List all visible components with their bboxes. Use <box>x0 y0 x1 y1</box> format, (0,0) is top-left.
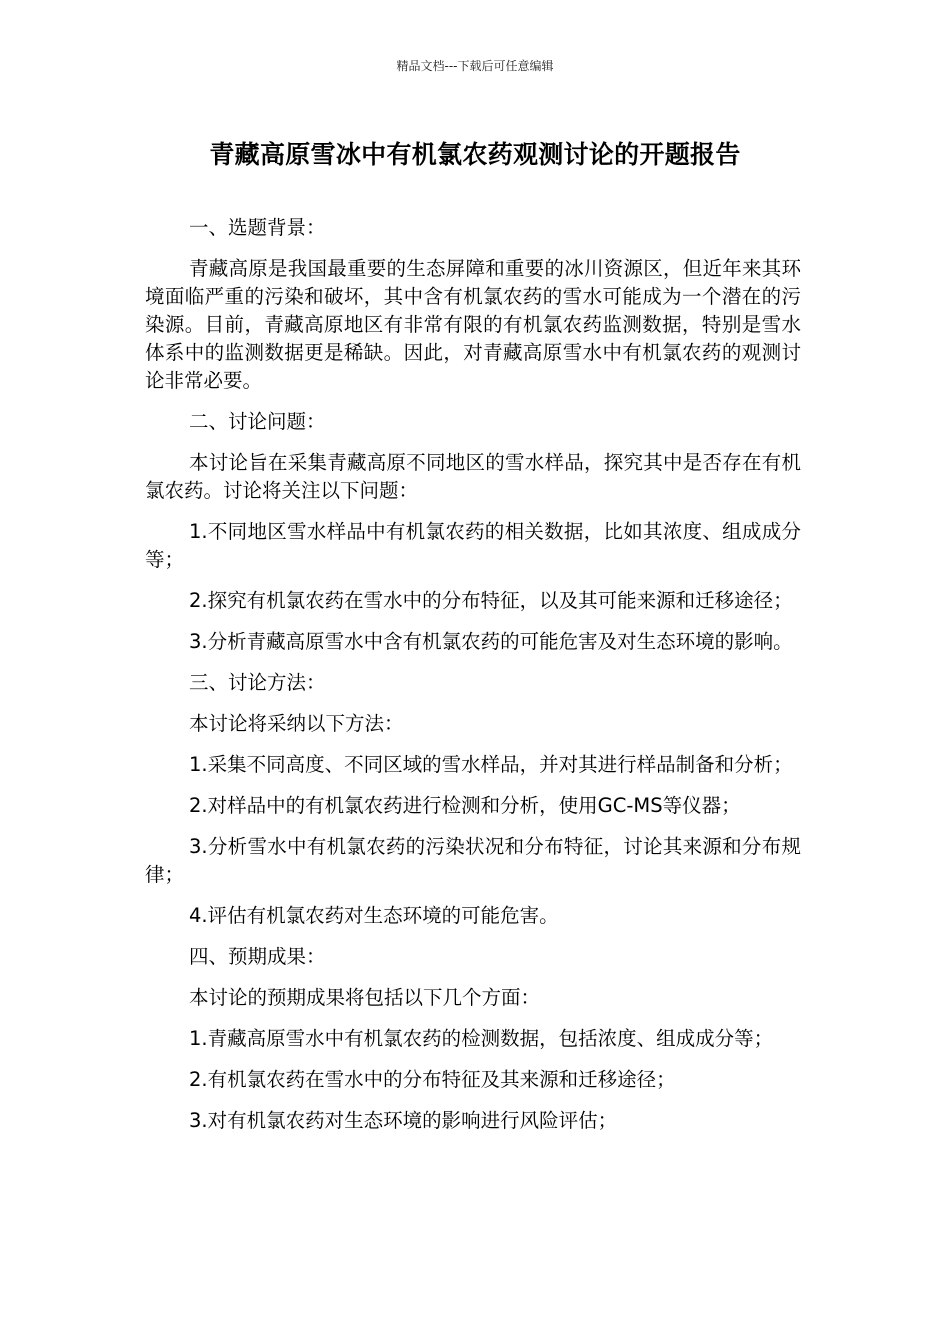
list-item-method-3: 3.分析雪水中有机氯农药的污染状况和分布特征，讨论其来源和分布规律； <box>145 835 801 886</box>
list-item-method-4: 4.评估有机氯农药对生态环境的可能危害。 <box>189 904 559 927</box>
list-item-outcome-2: 2.有机氯农药在雪水中的分布特征及其来源和迁移途径； <box>189 1068 676 1091</box>
section-heading-methods: 三、讨论方法： <box>189 671 326 694</box>
header-note: 精品文档---下载后可任意编辑 <box>396 59 554 73</box>
section-heading-outcomes: 四、预期成果： <box>189 945 326 968</box>
list-item-method-2: 2.对样品中的有机氯农药进行检测和分析，使用GC-MS等仪器； <box>189 794 741 817</box>
list-item-question-3: 3.分析青藏高原雪水中含有机氯农药的可能危害及对生态环境的影响。 <box>189 630 793 653</box>
section-heading-background: 一、选题背景： <box>189 216 326 239</box>
list-item-question-1: 1.不同地区雪水样品中有机氯农药的相关数据，比如其浓度、组成成分等； <box>145 520 801 571</box>
paragraph-outcomes-intro: 本讨论的预期成果将包括以下几个方面： <box>189 986 541 1009</box>
document-body <box>145 214 801 1148</box>
paragraph-background: 青藏高原是我国最重要的生态屏障和重要的冰川资源区，但近年来其环境面临严重的污染和破坏，其中含有机氯农药的雪水可能成为一个潜在的污染源。目前，青藏高原地区有非常有限的有机氯农药监测数据，特别是雪水体系中的监测数据更是稀缺。因此，对青藏高原雪水中有机氯农药的观测讨论非常必要。 <box>145 257 801 392</box>
paragraph-questions-intro: 本讨论旨在采集青藏高原不同地区的雪水样品，探究其中是否存在有机氯农药。讨论将关注以下问题： <box>145 451 801 502</box>
list-item-question-2: 2.探究有机氯农药在雪水中的分布特征，以及其可能来源和迁移途径； <box>189 589 793 612</box>
document-title: 青藏高原雪冰中有机氯农药观测讨论的开题报告 <box>209 140 741 169</box>
list-item-method-1: 1.采集不同高度、不同区域的雪水样品，并对其进行样品制备和分析； <box>189 753 793 776</box>
section-heading-questions: 二、讨论问题： <box>189 410 326 433</box>
list-item-outcome-1: 1.青藏高原雪水中有机氯农药的检测数据，包括浓度、组成成分等； <box>189 1027 774 1050</box>
list-item-outcome-3: 3.对有机氯农药对生态环境的影响进行风险评估； <box>189 1109 618 1132</box>
paragraph-methods-intro: 本讨论将采纳以下方法： <box>189 712 404 735</box>
